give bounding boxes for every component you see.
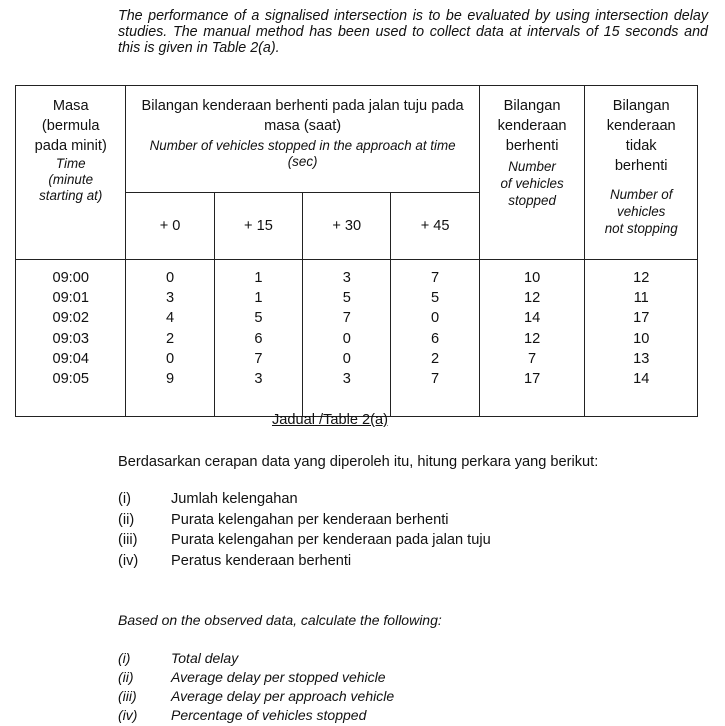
- col-times: 09:00 09:01 09:02 09:03 09:04 09:05: [16, 260, 126, 417]
- col-t15: 1 1 5 6 7 3: [214, 260, 302, 417]
- intersection-delay-table: [15, 85, 698, 417]
- list-item: (ii) Purata kelengahan per kenderaan berhenti: [118, 511, 449, 528]
- header-vehicles-stopped-english: Number of vehicles stopped: [500, 159, 564, 208]
- malay-prompt: Berdasarkan cerapan data yang diperoleh itu, hitung perkara yang berikut:: [118, 454, 599, 470]
- list-item: (i) Jumlah kelengahan: [118, 491, 298, 507]
- list-item: (iv) Percentage of vehicles stopped: [118, 707, 367, 723]
- list-item: (iv) Peratus kenderaan berhenti: [118, 552, 352, 569]
- header-t15: + 15: [214, 193, 302, 260]
- list-item: (ii) Average delay per stopped vehicle: [118, 669, 386, 685]
- col-stopped: 10 12 14 12 7 17: [479, 260, 585, 417]
- header-stopped-in-approach-english: Number of vehicles stopped in the approach at time (sec): [149, 138, 456, 169]
- col-t30: 3 5 7 0 0 3: [303, 260, 391, 417]
- header-stopped-in-approach: [126, 86, 479, 193]
- table-caption: Jadual /Table 2(a): [272, 412, 389, 428]
- header-time-malay: Masa (bermula pada minit): [34, 98, 107, 154]
- col-not-stopping: 12 11 17 10 13 14: [585, 260, 698, 417]
- header-vehicles-not-stopping: Bilangan kenderaan tidak berhenti Number of vehicles not stopping: [585, 86, 698, 260]
- english-question-list: [118, 650, 394, 726]
- header-vehicles-not-stopping-english: Number of vehicles not stopping: [604, 187, 678, 236]
- col-t0: 0 3 4 2 0 9: [126, 260, 214, 417]
- list-item: (iii) Purata kelengahan per kenderaan pada jalan tuju: [118, 532, 491, 548]
- intro-paragraph: The performance of a signalised intersection is to be evaluated by using intersection delay studies. The manual method has been used to collect data at intervals of 15 seconds and this is given in Table 2(a).: [118, 8, 708, 56]
- col-t45: 7 5 0 6 2 7: [391, 260, 479, 417]
- header-t0: + 0: [126, 193, 214, 260]
- header-t30: + 30: [303, 193, 391, 260]
- header-stopped-in-approach-malay: Bilangan kenderaan berhenti pada jalan tuju pada masa (saat): [141, 98, 464, 134]
- header-time-english: Time (minute starting at): [39, 156, 103, 203]
- english-prompt: Based on the observed data, calculate the following:: [118, 612, 442, 628]
- header-vehicles-stopped: Bilangan kenderaan berhenti Number of vehicles stopped: [479, 86, 585, 260]
- malay-question-list: [118, 491, 491, 573]
- list-item: (iii) Average delay per approach vehicle: [118, 688, 395, 704]
- header-time: [16, 86, 126, 260]
- list-item: (i) Total delay: [118, 650, 239, 666]
- header-t45: + 45: [391, 193, 479, 260]
